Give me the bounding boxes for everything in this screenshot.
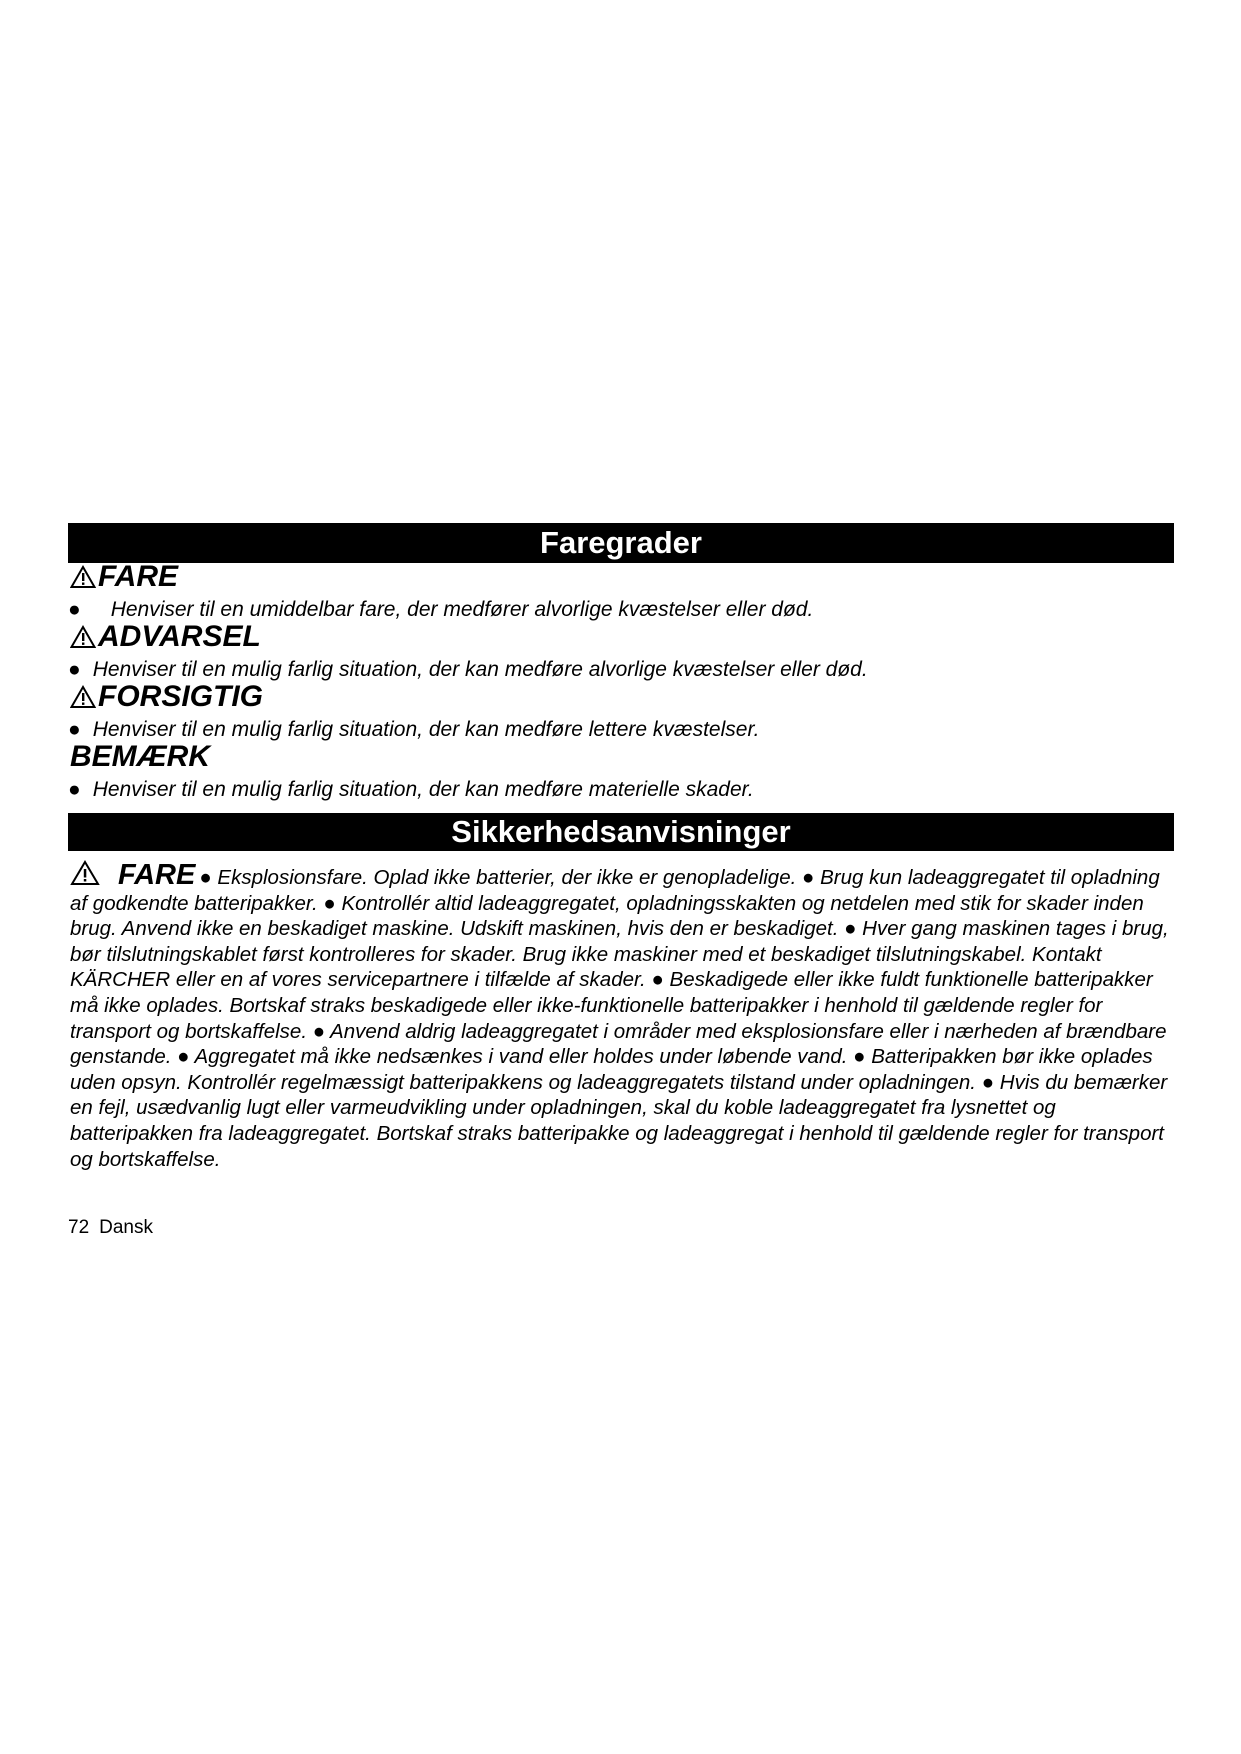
bullet-icon: ●: [68, 598, 81, 621]
level-title: FARE: [98, 560, 179, 593]
bullet-icon: ●: [68, 718, 81, 741]
level-heading-bemaerk: [70, 740, 210, 774]
level-description: ● Henviser til en mulig farlig situation, der kan medføre alvorlige kvæstelser eller død.: [68, 658, 868, 681]
warning-triangle-icon: [70, 683, 96, 717]
section-title-sikkerhedsanvisninger: Sikkerhedsanvisninger: [68, 813, 1174, 851]
level-title: ADVARSEL: [98, 620, 261, 653]
safety-paragraph: [70, 860, 1178, 1172]
section-title-faregrader: Faregrader: [68, 523, 1174, 563]
warning-triangle-icon: [70, 563, 96, 597]
level-heading-forsigtig: [70, 680, 263, 717]
level-title: FORSIGTIG: [98, 680, 263, 713]
warning-triangle-icon: [70, 623, 96, 657]
warning-triangle-icon: [70, 860, 100, 891]
level-heading-advarsel: [70, 620, 261, 657]
footer-language: Dansk: [99, 1217, 153, 1238]
level-heading-fare: [70, 560, 178, 597]
level-description: ● Henviser til en mulig farlig situation, der kan medføre materielle skader.: [68, 778, 754, 801]
page-footer: [68, 1217, 163, 1239]
bullet-icon: ●: [68, 658, 81, 681]
level-description: ● Henviser til en mulig farlig situation, der kan medføre lettere kvæstelser.: [68, 718, 760, 741]
page-number: 72: [68, 1217, 90, 1238]
bullet-icon: ●: [68, 778, 81, 801]
level-title: BEMÆRK: [70, 740, 210, 773]
level-description: ● Henviser til en umiddelbar fare, der medfører alvorlige kvæstelser eller død.: [68, 598, 814, 621]
safety-text: ● Eksplosionsfare. Oplad ikke batterier, der ikke er genopladelige. ● Brug kun ladeaggregatet til opladning af godkendte batteripakker. ● Kontrollér altid ladeaggregatet, opladningsskakten og netdelen med stik for skader inden brug. Anvend ikke en beskadiget maskine. Udskift maskinen, hvis den er beskadiget. ● Hver gang maskinen tages i brug, bør tilslutningskablet først kontrolleres for skader. Brug ikke maskiner med et beskadiget tilslutningskabel. Kontakt KÄRCHER eller en af vores servicepartnere i tilfælde af skader. ● Beskadigede eller ikke fuldt funktionelle batteripakker må ikke oplades. Bortskaf straks beskadigede eller ikke-funktionelle batteripakker i henhold til gældende regler for transport og bortskaffelse. ● Anvend aldrig ladeaggregatet i områder med eksplosionsfare eller i nærheden af brændbare genstande. ● Aggregatet må ikke nedsænkes i vand eller holdes under løbende vand. ● Batteripakken bør ikke oplades uden opsyn. Kontrollér regelmæssigt batteripakkens og ladeaggregatets tilstand under opladningen. ● Hvis du bemærker en fejl, usædvanlig lugt eller varmeudvikling under opladningen, skal du koble ladeaggregatet fra lysnettet og batteripakken fra ladeaggregatet. Bortskaf straks batteripakke og ladeaggregat i henhold til gældende regler for transport og bortskaffelse.: [70, 866, 1169, 1171]
safety-lead: FARE: [70, 859, 195, 891]
